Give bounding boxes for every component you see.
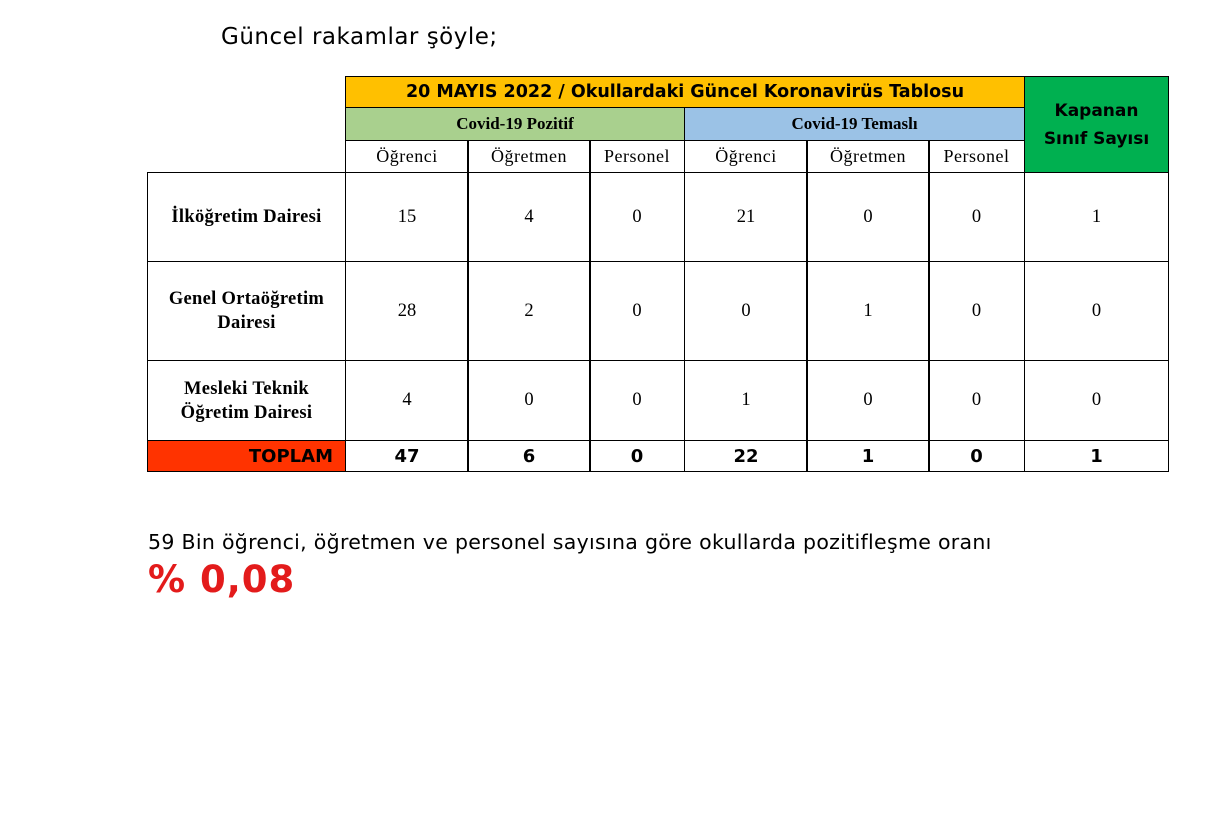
table-cell: 4 bbox=[345, 360, 469, 441]
table-cell: 0 bbox=[684, 261, 808, 361]
total-label: TOPLAM bbox=[147, 440, 346, 472]
table-cell: 1 bbox=[1024, 172, 1169, 262]
table-cell: 15 bbox=[345, 172, 469, 262]
table-cell: 0 bbox=[589, 172, 685, 262]
table-cell: 0 bbox=[928, 261, 1025, 361]
total-cell: 47 bbox=[345, 440, 469, 472]
table-cell: 4 bbox=[467, 172, 591, 262]
total-cell: 1 bbox=[806, 440, 930, 472]
table-cell: 28 bbox=[345, 261, 469, 361]
table-cell: 0 bbox=[1024, 360, 1169, 441]
table-cell: 1 bbox=[806, 261, 930, 361]
table-cell: 0 bbox=[1024, 261, 1169, 361]
group-contact-header: Covid-19 Temaslı bbox=[684, 107, 1025, 141]
subheader-contact-student: Öğrenci bbox=[684, 140, 808, 173]
table-cell: 21 bbox=[684, 172, 808, 262]
table-cell: 0 bbox=[467, 360, 591, 441]
closed-header-line1: Kapanan bbox=[1054, 100, 1139, 121]
row-label-line2: Dairesi bbox=[217, 313, 276, 333]
table-cell: 1 bbox=[684, 360, 808, 441]
subheader-contact-staff: Personel bbox=[928, 140, 1025, 173]
table-cell: 0 bbox=[928, 172, 1025, 262]
table-cell: 0 bbox=[806, 360, 930, 441]
row-label-line1: Mesleki Teknik bbox=[183, 378, 309, 399]
table-cell: 2 bbox=[467, 261, 591, 361]
row-label-vocational bbox=[147, 360, 346, 441]
table-cell: 0 bbox=[928, 360, 1025, 441]
subheader-positive-teacher: Öğretmen bbox=[467, 140, 591, 173]
closed-classes-header bbox=[1024, 76, 1169, 173]
total-cell: 0 bbox=[928, 440, 1025, 472]
table-cell: 0 bbox=[589, 261, 685, 361]
row-label-line1: İlköğretim Dairesi bbox=[171, 207, 322, 227]
subheader-positive-student: Öğrenci bbox=[345, 140, 469, 173]
positivity-ratio: % 0,08 bbox=[148, 558, 296, 601]
table-title: 20 MAYIS 2022 / Okullardaki Güncel Koronavirüs Tablosu bbox=[345, 76, 1025, 108]
row-label-primary bbox=[147, 172, 346, 262]
row-label-line1: Genel Ortaöğretim bbox=[168, 289, 325, 309]
closed-header-line2: Sınıf Sayısı bbox=[1043, 128, 1150, 149]
table-cell: 0 bbox=[589, 360, 685, 441]
row-label-secondary bbox=[147, 261, 346, 361]
total-cell: 22 bbox=[684, 440, 808, 472]
group-positive-header: Covid-19 Pozitif bbox=[345, 107, 685, 141]
row-label-line2: Öğretim Dairesi bbox=[180, 402, 313, 423]
subheader-positive-staff: Personel bbox=[589, 140, 685, 173]
total-cell: 0 bbox=[589, 440, 685, 472]
subheader-contact-teacher: Öğretmen bbox=[806, 140, 930, 173]
total-cell: 1 bbox=[1024, 440, 1169, 472]
intro-text: Güncel rakamlar şöyle; bbox=[221, 24, 498, 50]
table-cell: 0 bbox=[806, 172, 930, 262]
ratio-note: 59 Bin öğrenci, öğretmen ve personel sayısına göre okullarda pozitifleşme oranı bbox=[148, 530, 992, 554]
total-cell: 6 bbox=[467, 440, 591, 472]
